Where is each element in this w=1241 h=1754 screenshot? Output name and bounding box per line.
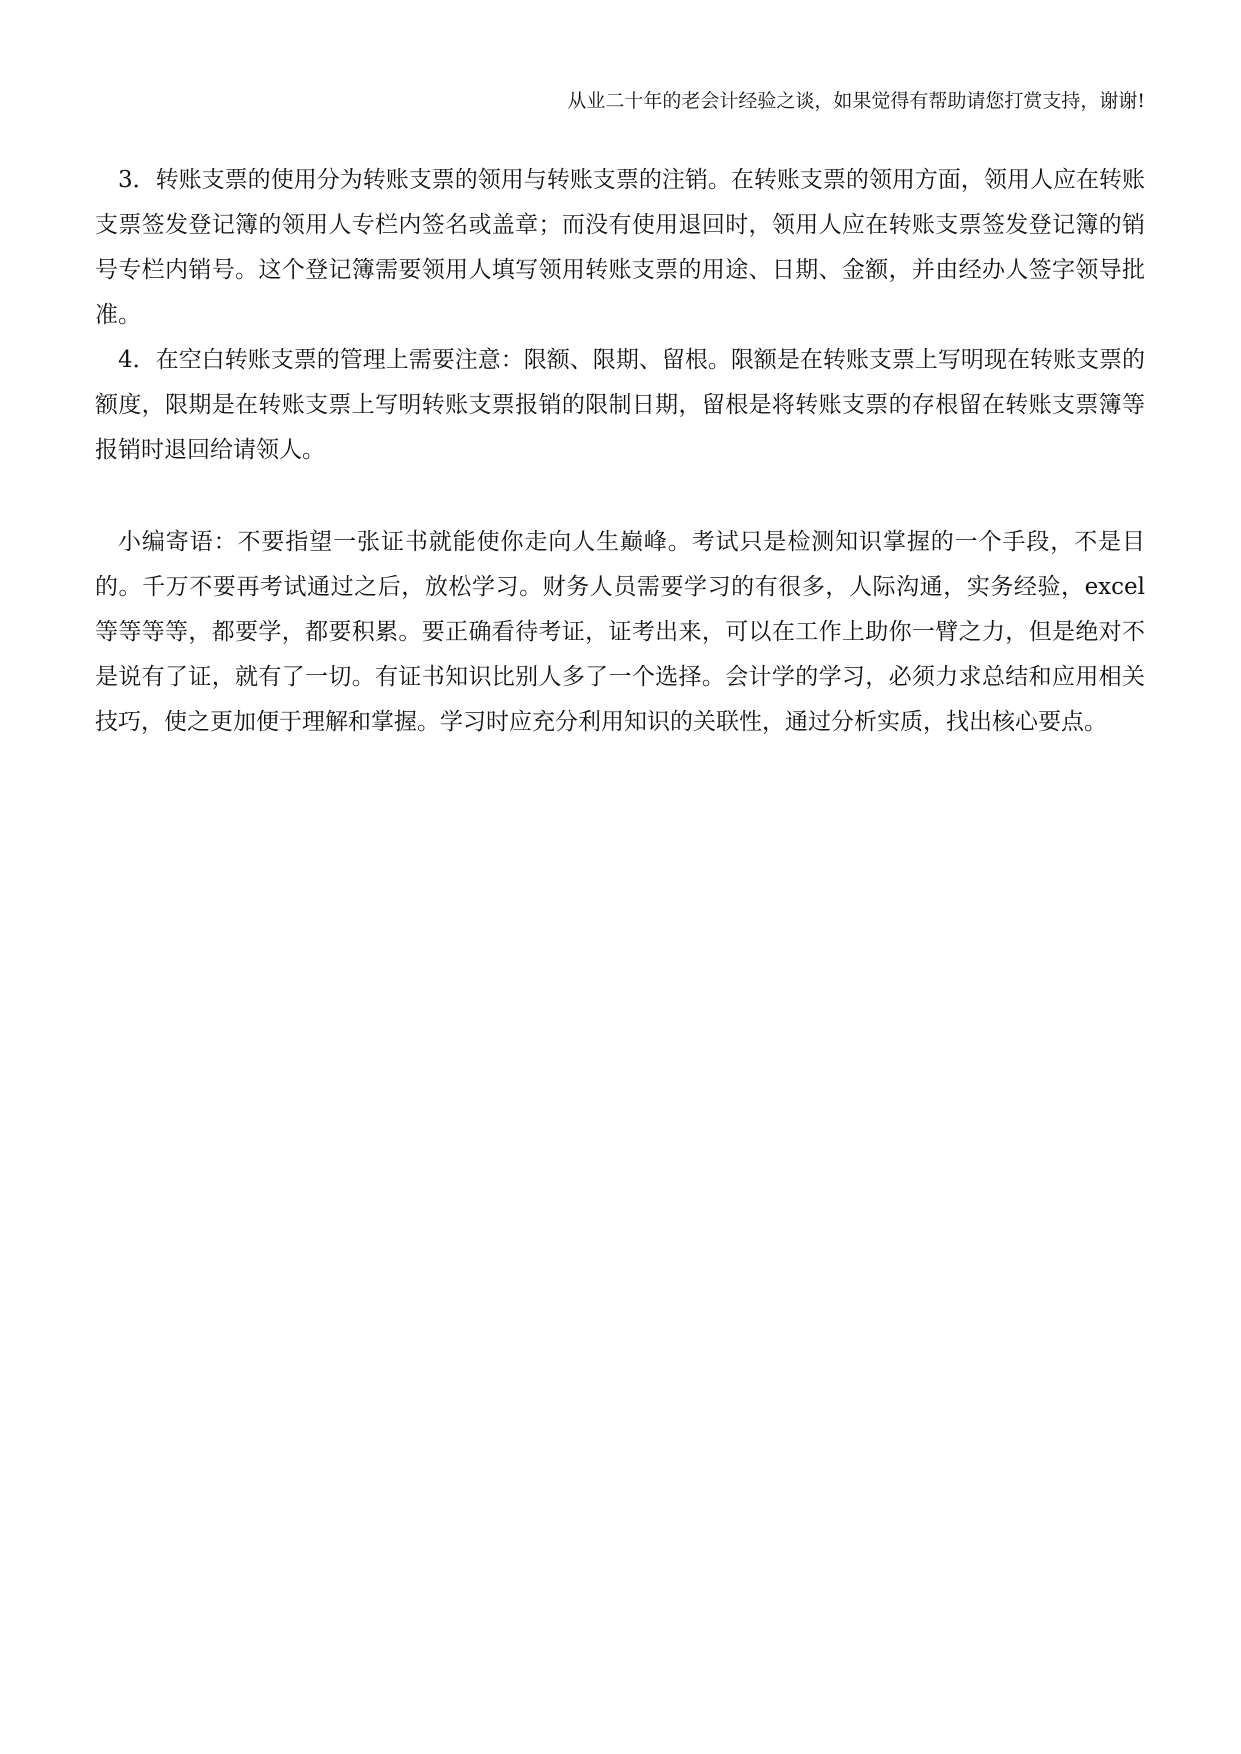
document-body xyxy=(95,158,1145,745)
paragraph-4: 4．在空白转账支票的管理上需要注意：限额、限期、留根。限额是在转账支票上写明现在转账支票的额度，限期是在转账支票上写明转账支票报销的限制日期，留根是将转账支票的存根留在转账支票簿等报销时退回给请领人。 xyxy=(95,347,1145,463)
closing-remark: 小编寄语：不要指望一张证书就能使你走向人生巅峰。考试只是检测知识掌握的一个手段，不是目的。千万不要再考试通过之后，放松学习。财务人员需要学习的有很多，人际沟通，实务经验，excel 等等等等，都要学，都要积累。要正确看待考证，证考出来，可以在工作上助你一臂之力，但是绝对不是说有了证，就有了一切。有证书知识比别人多了一个选择。会计学的学习，必须力求总结和应用相关技巧，使之更加便于理解和掌握。学习时应充分利用知识的关联性，通过分析实质，找出核心要点。 xyxy=(95,529,1145,735)
paragraph-3: 3．转账支票的使用分为转账支票的领用与转账支票的注销。在转账支票的领用方面，领用人应在转账支票签发登记簿的领用人专栏内签名或盖章；而没有使用退回时，领用人应在转账支票签发登记簿的销号专栏内销号。这个登记簿需要领用人填写领用转账支票的用途、日期、金额，并由经办人签字领导批准。 xyxy=(95,167,1145,328)
header-note: 从业二十年的老会计经验之谈，如果觉得有帮助请您打赏支持，谢谢! xyxy=(567,90,1145,112)
